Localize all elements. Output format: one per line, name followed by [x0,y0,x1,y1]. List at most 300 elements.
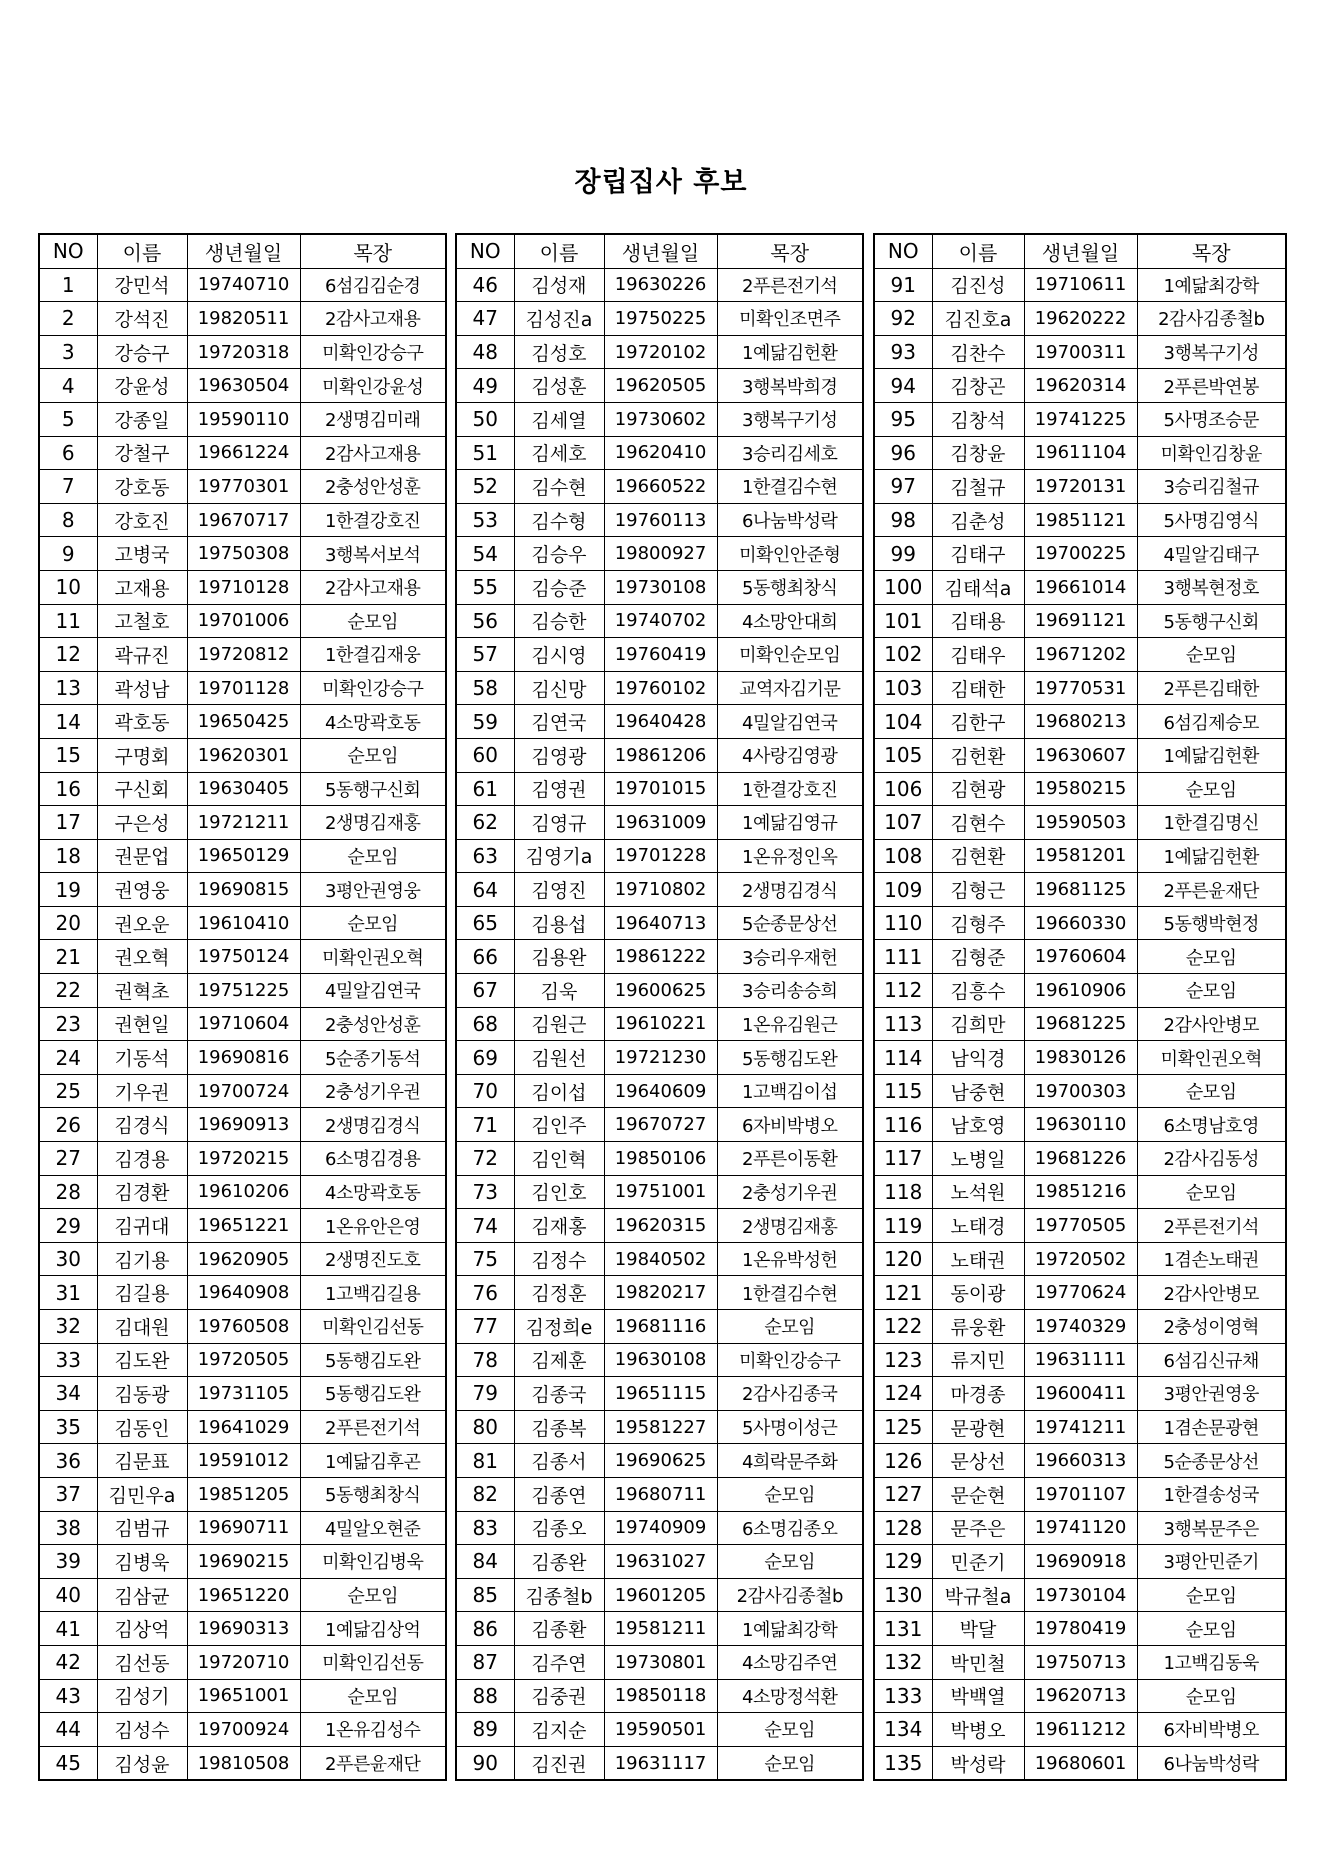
birth-date: 19581227 [604,1410,717,1444]
group-name: 2푸른전기석 [1137,1209,1286,1243]
birth-date: 19701228 [604,839,717,873]
candidate-name: 김원선 [514,1041,604,1075]
group-name: 4밀알오현준 [300,1511,446,1545]
row-number: 125 [874,1410,932,1444]
candidate-name: 박병오 [932,1713,1024,1747]
candidate-name: 노석원 [932,1175,1024,1209]
candidate-name: 김병욱 [97,1545,187,1579]
row-number: 132 [874,1645,932,1679]
table-row [456,738,863,772]
row-number: 105 [874,738,932,772]
row-number: 55 [456,570,514,604]
candidate-name: 강민석 [97,268,187,302]
group-name: 1겸손문광현 [1137,1410,1286,1444]
table-row [39,268,446,302]
row-number: 25 [39,1074,97,1108]
table-row [39,470,446,504]
page-title: 장립집사 후보 [574,167,748,198]
table-row [456,806,863,840]
birth-date: 19720102 [604,335,717,369]
header-birthdate: 생년월일 [604,234,717,268]
birth-date: 19730108 [604,570,717,604]
row-number: 11 [39,604,97,638]
header-name: 이름 [932,234,1024,268]
candidate-name: 김범규 [97,1511,187,1545]
group-name: 5순종문상선 [717,906,863,940]
birth-date: 19710611 [1024,268,1137,302]
row-number: 21 [39,940,97,974]
birth-date: 19640713 [604,906,717,940]
birth-date: 19720215 [187,1142,300,1176]
group-name: 2푸른윤재단 [1137,873,1286,907]
row-number: 37 [39,1477,97,1511]
table-row [874,638,1286,672]
candidate-name: 남익경 [932,1041,1024,1075]
birth-date: 19751001 [604,1175,717,1209]
candidate-name: 김수현 [514,470,604,504]
table-row [874,1242,1286,1276]
group-name: 1온유김원근 [717,1007,863,1041]
row-number: 82 [456,1477,514,1511]
candidate-name: 문상선 [932,1444,1024,1478]
candidate-name: 김원근 [514,1007,604,1041]
candidate-name: 구신회 [97,772,187,806]
table-row [39,1041,446,1075]
candidate-name: 김영기a [514,839,604,873]
row-number: 115 [874,1074,932,1108]
row-number: 101 [874,604,932,638]
row-number: 94 [874,369,932,403]
group-name: 6나눔박성락 [1137,1746,1286,1780]
row-number: 81 [456,1444,514,1478]
candidate-name: 김세호 [514,436,604,470]
table-row [39,1377,446,1411]
group-name: 순모임 [300,604,446,638]
row-number: 59 [456,705,514,739]
birth-date: 19601205 [604,1578,717,1612]
birth-date: 19611104 [1024,436,1137,470]
birth-date: 19720710 [187,1645,300,1679]
group-name: 미확인강승구 [300,671,446,705]
candidate-name: 김연국 [514,705,604,739]
group-name: 6자비박병오 [1137,1713,1286,1747]
birth-date: 19750308 [187,537,300,571]
candidate-name: 김승준 [514,570,604,604]
table-row [456,1545,863,1579]
group-name: 1한결강호진 [717,772,863,806]
group-name: 순모임 [1137,1679,1286,1713]
group-name: 1예닮김헌환 [1137,738,1286,772]
group-name: 2푸른이동환 [717,1142,863,1176]
group-name: 3승리송승희 [717,974,863,1008]
row-number: 41 [39,1612,97,1646]
birth-date: 19640609 [604,1074,717,1108]
row-number: 88 [456,1679,514,1713]
birth-date: 19681125 [1024,873,1137,907]
birth-date: 19700303 [1024,1074,1137,1108]
candidate-name: 김영규 [514,806,604,840]
table-row [39,604,446,638]
table-row [456,1746,863,1780]
table-row [456,1410,863,1444]
candidate-name: 김종완 [514,1545,604,1579]
birth-date: 19630110 [1024,1108,1137,1142]
group-name: 5사명김영식 [1137,503,1286,537]
row-number: 38 [39,1511,97,1545]
group-name: 순모임 [1137,1175,1286,1209]
group-name: 미확인김창윤 [1137,436,1286,470]
row-number: 45 [39,1746,97,1780]
group-name: 6자비박병오 [717,1108,863,1142]
birth-date: 19661014 [1024,570,1137,604]
table-row [874,1108,1286,1142]
row-number: 70 [456,1074,514,1108]
candidate-name: 김춘성 [932,503,1024,537]
table-row [874,570,1286,604]
table-row [39,1612,446,1646]
candidate-name: 김성호 [514,335,604,369]
candidate-name: 김영진 [514,873,604,907]
candidate-table-3 [873,233,1287,1781]
row-number: 119 [874,1209,932,1243]
table-row [456,1713,863,1747]
row-number: 65 [456,906,514,940]
birth-date: 19710802 [604,873,717,907]
row-number: 16 [39,772,97,806]
group-name: 1고백김길용 [300,1276,446,1310]
candidate-name: 김종환 [514,1612,604,1646]
table-row [456,772,863,806]
birth-date: 19691121 [1024,604,1137,638]
table-row [456,268,863,302]
table-row [39,974,446,1008]
birth-date: 19620315 [604,1209,717,1243]
table-row [39,1545,446,1579]
group-name: 2푸른윤재단 [300,1746,446,1780]
group-name: 2생명김경식 [717,873,863,907]
birth-date: 19630504 [187,369,300,403]
row-number: 116 [874,1108,932,1142]
candidate-name: 김창석 [932,402,1024,436]
candidate-name: 김태한 [932,671,1024,705]
candidate-name: 김성재 [514,268,604,302]
table-row [39,1310,446,1344]
header-name: 이름 [97,234,187,268]
table-row [874,402,1286,436]
candidate-name: 고병국 [97,537,187,571]
group-name: 순모임 [717,1545,863,1579]
candidate-name: 고재용 [97,570,187,604]
candidate-name: 김세열 [514,402,604,436]
row-number: 1 [39,268,97,302]
birth-date: 19631117 [604,1746,717,1780]
row-number: 118 [874,1175,932,1209]
birth-date: 19720318 [187,335,300,369]
group-name: 3행복구기성 [1137,335,1286,369]
candidate-name: 김길용 [97,1276,187,1310]
row-number: 89 [456,1713,514,1747]
group-name: 4밀알김태구 [1137,537,1286,571]
birth-date: 19690625 [604,1444,717,1478]
candidate-name: 김기용 [97,1242,187,1276]
group-name: 2감사안병모 [1137,1007,1286,1041]
group-name: 5동행구신회 [300,772,446,806]
table-row [874,1477,1286,1511]
birth-date: 19720502 [1024,1242,1137,1276]
table-row [39,402,446,436]
row-number: 122 [874,1310,932,1344]
group-name: 순모임 [300,1578,446,1612]
row-number: 93 [874,335,932,369]
row-number: 60 [456,738,514,772]
table-row [456,1645,863,1679]
birth-date: 19600625 [604,974,717,1008]
candidate-name: 김정수 [514,1242,604,1276]
birth-date: 19620314 [1024,369,1137,403]
group-name: 6소명남호영 [1137,1108,1286,1142]
table-row [39,1511,446,1545]
birth-date: 19770505 [1024,1209,1137,1243]
row-number: 96 [874,436,932,470]
row-number: 9 [39,537,97,571]
row-number: 57 [456,638,514,672]
birth-date: 19730104 [1024,1578,1137,1612]
birth-date: 19740329 [1024,1310,1137,1344]
birth-date: 19861222 [604,940,717,974]
table-row [39,1343,446,1377]
group-name: 1한결김수현 [717,1276,863,1310]
row-number: 29 [39,1209,97,1243]
group-name: 순모임 [717,1477,863,1511]
header-group: 목장 [300,234,446,268]
table-row [39,806,446,840]
candidate-name: 권오혁 [97,940,187,974]
group-name: 순모임 [1137,1578,1286,1612]
table-row [456,335,863,369]
group-name: 순모임 [1137,772,1286,806]
group-name: 2감사김종철b [717,1578,863,1612]
group-name: 5순종기동석 [300,1041,446,1075]
candidate-name: 김형주 [932,906,1024,940]
group-name: 5사명이성근 [717,1410,863,1444]
table-row [456,470,863,504]
table-row [39,638,446,672]
candidate-name: 민준기 [932,1545,1024,1579]
birth-date: 19750713 [1024,1645,1137,1679]
birth-date: 19700311 [1024,335,1137,369]
group-name: 2생명김미래 [300,402,446,436]
birth-date: 19740909 [604,1511,717,1545]
row-number: 135 [874,1746,932,1780]
row-number: 20 [39,906,97,940]
group-name: 순모임 [1137,974,1286,1008]
group-name: 4소망김주연 [717,1645,863,1679]
birth-date: 19760113 [604,503,717,537]
row-number: 129 [874,1545,932,1579]
candidate-name: 김이섭 [514,1074,604,1108]
row-number: 67 [456,974,514,1008]
birth-date: 19640428 [604,705,717,739]
candidate-name: 김재홍 [514,1209,604,1243]
candidate-name: 김주연 [514,1645,604,1679]
row-number: 54 [456,537,514,571]
birth-date: 19631027 [604,1545,717,1579]
table-row [456,705,863,739]
group-name: 6섬김김순경 [300,268,446,302]
birth-date: 19690918 [1024,1545,1137,1579]
birth-date: 19661224 [187,436,300,470]
table-row [874,1310,1286,1344]
group-name: 1한결송성국 [1137,1477,1286,1511]
candidate-name: 김형근 [932,873,1024,907]
group-name: 2감사고재용 [300,302,446,336]
candidate-name: 박백열 [932,1679,1024,1713]
group-name: 1예닮최강학 [717,1612,863,1646]
header-no: NO [39,234,97,268]
table-row [456,906,863,940]
row-number: 43 [39,1679,97,1713]
candidate-name: 김승한 [514,604,604,638]
row-number: 2 [39,302,97,336]
candidate-name: 김정훈 [514,1276,604,1310]
table-row [39,369,446,403]
group-name: 3평안권영웅 [1137,1377,1286,1411]
candidate-name: 김경식 [97,1108,187,1142]
group-name: 미확인강승구 [300,335,446,369]
candidate-name: 김헌환 [932,738,1024,772]
birth-date: 19641029 [187,1410,300,1444]
group-name: 1고백김동욱 [1137,1645,1286,1679]
row-number: 80 [456,1410,514,1444]
candidate-name: 김흥수 [932,974,1024,1008]
birth-date: 19741211 [1024,1410,1137,1444]
birth-date: 19620905 [187,1242,300,1276]
row-number: 31 [39,1276,97,1310]
candidate-name: 강석진 [97,302,187,336]
table-row [456,839,863,873]
candidate-name: 김창윤 [932,436,1024,470]
row-number: 66 [456,940,514,974]
row-number: 130 [874,1578,932,1612]
table-row [874,470,1286,504]
row-number: 69 [456,1041,514,1075]
table-row [456,1074,863,1108]
group-name: 순모임 [1137,638,1286,672]
row-number: 103 [874,671,932,705]
table-row [874,873,1286,907]
candidate-name: 김성수 [97,1713,187,1747]
group-name: 2생명진도호 [300,1242,446,1276]
table-row [874,705,1286,739]
row-number: 75 [456,1242,514,1276]
row-number: 134 [874,1713,932,1747]
row-number: 5 [39,402,97,436]
candidate-name: 김인주 [514,1108,604,1142]
table-row [456,369,863,403]
row-number: 109 [874,873,932,907]
table-row [456,1041,863,1075]
row-number: 64 [456,873,514,907]
candidate-name: 김종복 [514,1410,604,1444]
candidate-name: 남중현 [932,1074,1024,1108]
table-row [39,705,446,739]
group-name: 1예닮김상억 [300,1612,446,1646]
table-row [39,1645,446,1679]
candidate-name: 고철호 [97,604,187,638]
group-name: 미확인권오혁 [300,940,446,974]
row-number: 78 [456,1343,514,1377]
group-name: 미확인안준형 [717,537,863,571]
candidate-name: 김진호a [932,302,1024,336]
birth-date: 19780419 [1024,1612,1137,1646]
table-row [874,738,1286,772]
row-number: 46 [456,268,514,302]
table-row [874,1074,1286,1108]
birth-date: 19741120 [1024,1511,1137,1545]
birth-date: 19750225 [604,302,717,336]
table-row [39,839,446,873]
candidate-name: 권문업 [97,839,187,873]
candidate-name: 동이광 [932,1276,1024,1310]
table-row [456,1578,863,1612]
candidate-name: 곽호동 [97,705,187,739]
group-name: 1예닮최강학 [1137,268,1286,302]
row-number: 4 [39,369,97,403]
group-name: 미확인김선동 [300,1310,446,1344]
birth-date: 19681116 [604,1310,717,1344]
birth-date: 19581201 [1024,839,1137,873]
group-name: 4희락문주화 [717,1444,863,1478]
group-name: 6섬김제승모 [1137,705,1286,739]
table-row [874,436,1286,470]
group-name: 1예닮김헌환 [717,335,863,369]
header-no: NO [874,234,932,268]
row-number: 76 [456,1276,514,1310]
candidate-name: 김지순 [514,1713,604,1747]
group-name: 2감사김종철b [1137,302,1286,336]
candidate-name: 노태경 [932,1209,1024,1243]
birth-date: 19690313 [187,1612,300,1646]
birth-date: 19710128 [187,570,300,604]
group-name: 2감사안병모 [1137,1276,1286,1310]
birth-date: 19610206 [187,1175,300,1209]
candidate-name: 권영웅 [97,873,187,907]
candidate-name: 박규철a [932,1578,1024,1612]
group-name: 2푸른김태한 [1137,671,1286,705]
table-row [39,1074,446,1108]
table-row [456,1142,863,1176]
table-row [456,1276,863,1310]
candidate-name: 강윤성 [97,369,187,403]
birth-date: 19850106 [604,1142,717,1176]
row-number: 131 [874,1612,932,1646]
group-name: 6소명김경용 [300,1142,446,1176]
group-name: 미확인강승구 [717,1343,863,1377]
birth-date: 19591012 [187,1444,300,1478]
group-name: 미확인조면주 [717,302,863,336]
row-number: 23 [39,1007,97,1041]
candidate-name: 기동석 [97,1041,187,1075]
birth-date: 19620222 [1024,302,1137,336]
group-name: 2생명김재홍 [717,1209,863,1243]
table-row [39,940,446,974]
group-name: 미확인순모임 [717,638,863,672]
candidate-name: 김철규 [932,470,1024,504]
birth-date: 19760508 [187,1310,300,1344]
candidate-name: 김승우 [514,537,604,571]
birth-date: 19650425 [187,705,300,739]
birth-date: 19741225 [1024,402,1137,436]
